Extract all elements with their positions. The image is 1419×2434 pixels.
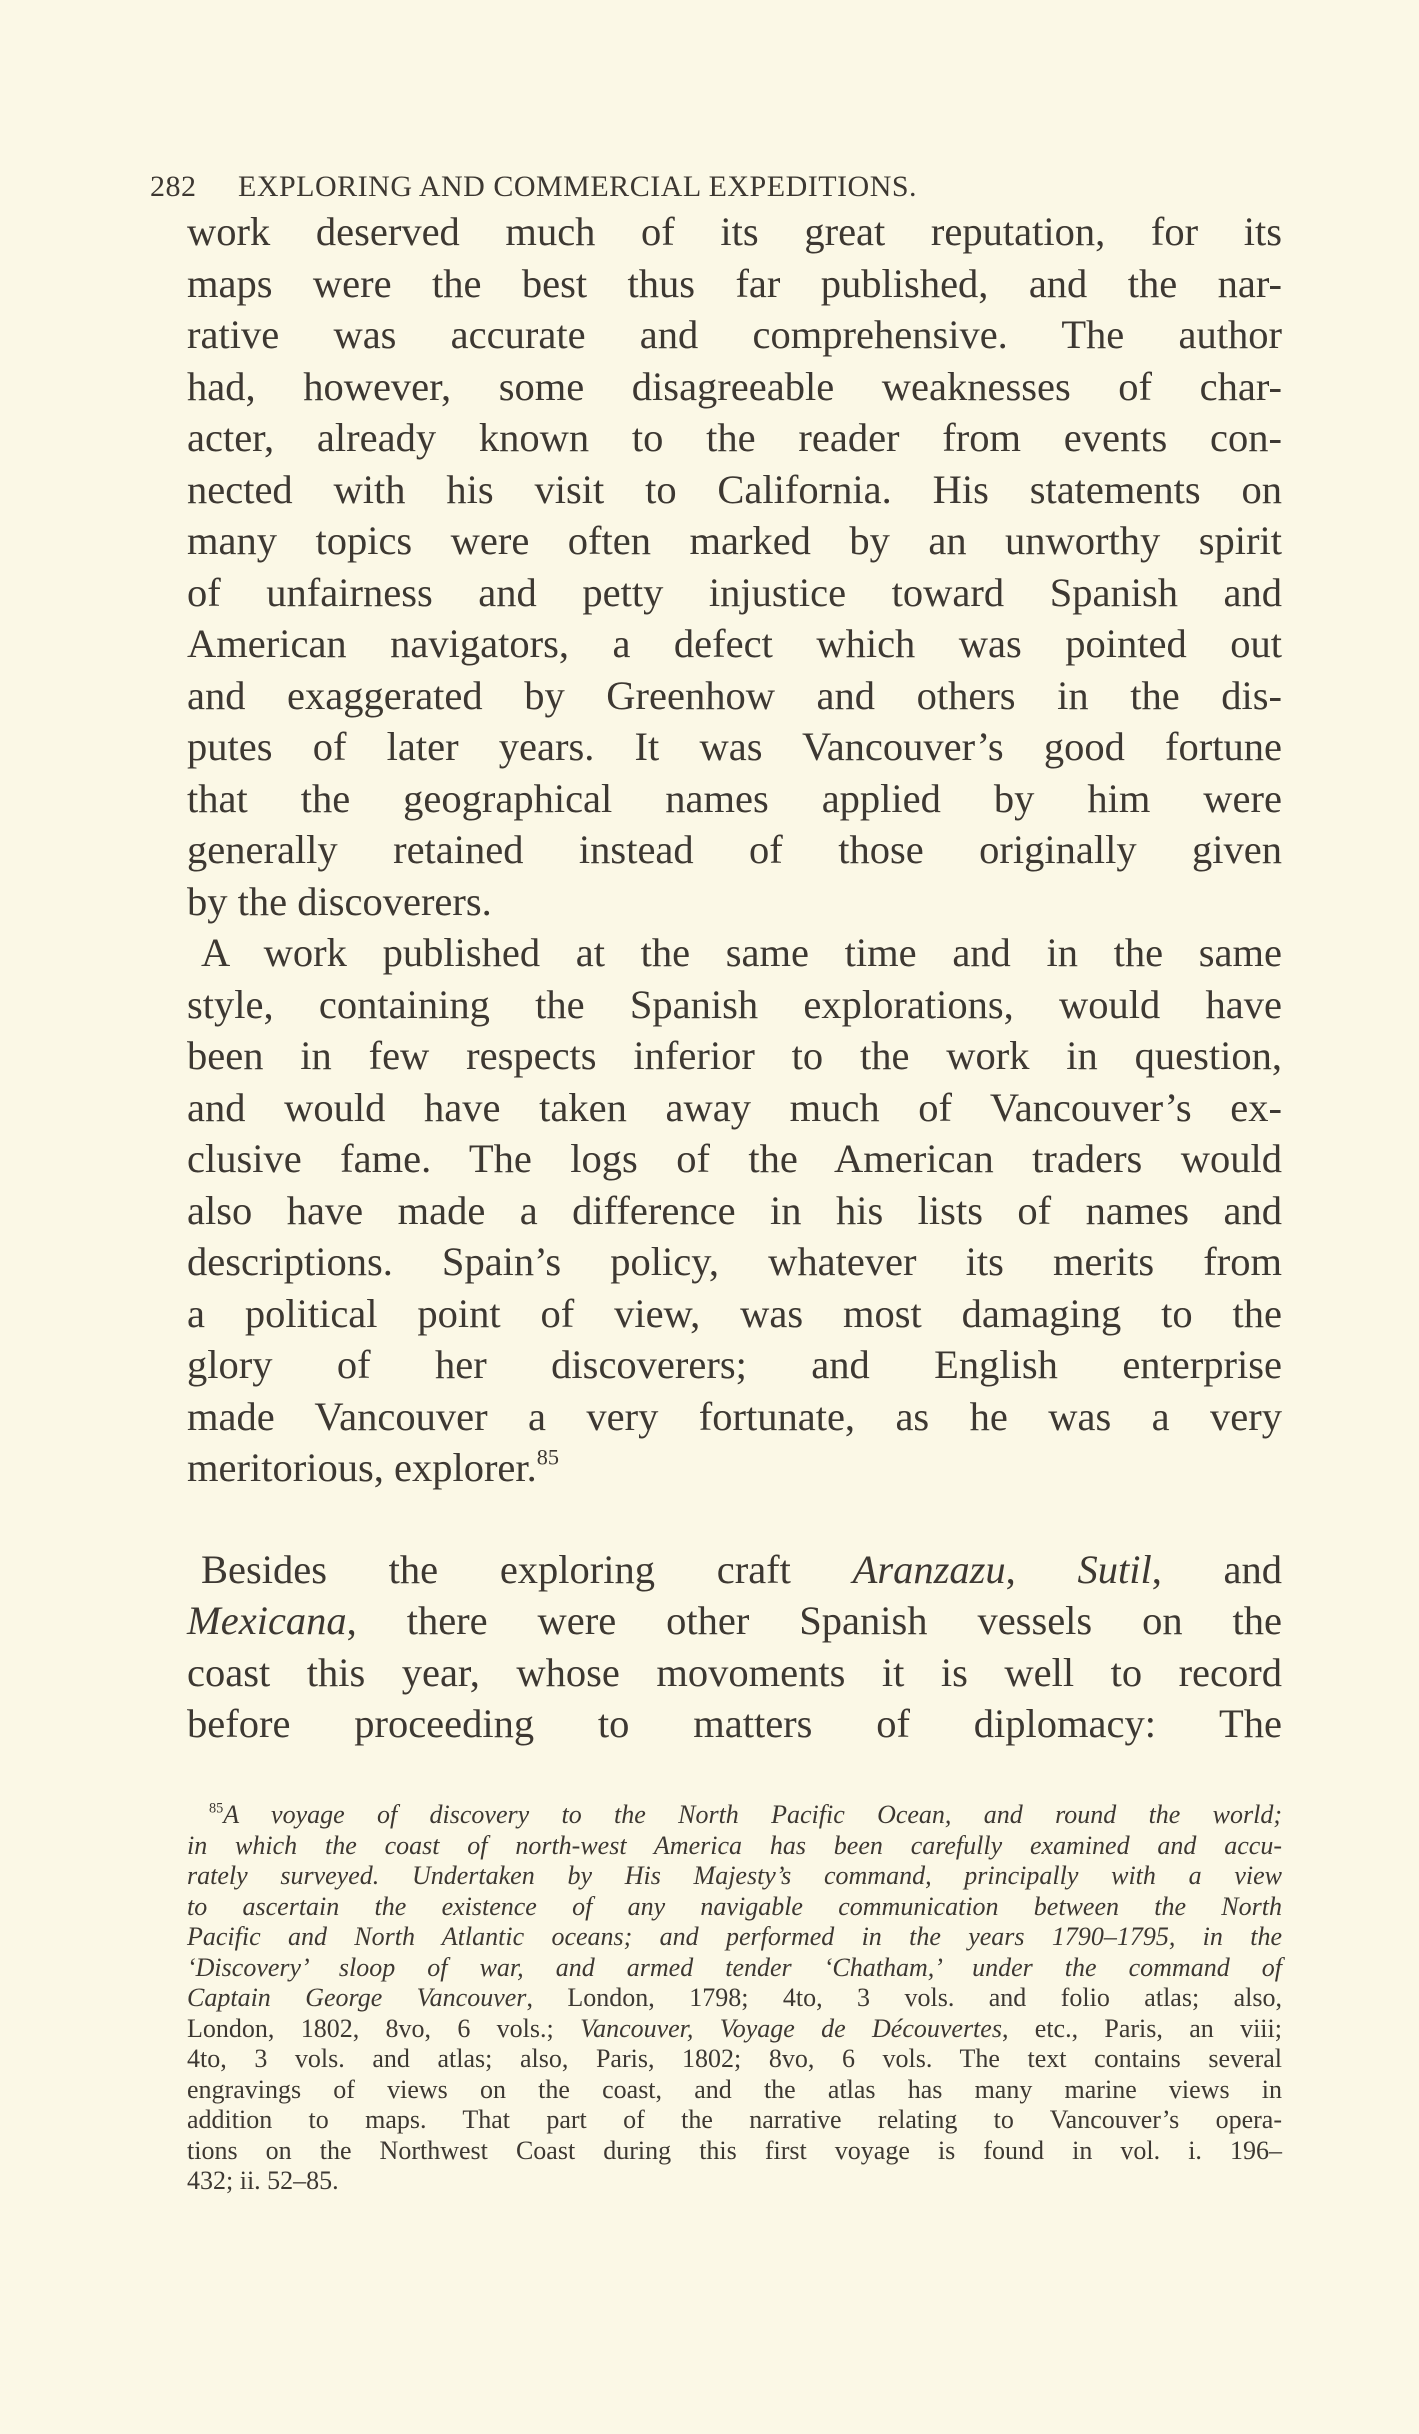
footnote-line [187,1983,1282,2014]
footnote-line [187,1861,1282,1892]
paragraph-2 [187,927,1282,1494]
text-span: London, 1802, 8vo, 6 vols.; [187,2013,581,2043]
text-line: rative was accurate and comprehensive. The author [187,312,1282,357]
text-span: Besides the exploring craft [201,1546,853,1592]
footnote-line: 4to, 3 vols. and atlas; also, Paris, 1802; 8vo, 6 vols. The text contains several [187,2044,1282,2073]
text-span: A voyage of discovery to the North Pacific Ocean, and round the world; [223,1800,1282,1829]
text-span: , etc., Paris, an viii; [1001,2013,1282,2043]
text-line: many topics were often marked by an unworthy spirit [187,518,1282,563]
text-line: been in few respects inferior to the work in question, [187,1033,1282,1078]
text-span: rately surveyed. Undertaken by His Majesty’s command, principally with a view [187,1861,1282,1890]
text-line: also have made a difference in his lists of names and [187,1187,1282,1233]
footnote-number: 85 [209,1800,224,1817]
text-line: clusive fame. The logs of the American traders would [187,1136,1282,1181]
paragraph-3 [187,1544,1282,1750]
text-line: that the geographical names applied by him were [187,775,1282,821]
text-span: Captain George Vancouver [187,1983,527,2012]
text-line: a political point of view, was most damaging to the [187,1290,1282,1336]
text-line: by the discoverers. [187,878,492,924]
text-span: , and [1151,1546,1282,1592]
running-title: EXPLORING AND COMMERCIAL EXPEDITIONS. [238,170,918,203]
text-span: , there were other Spanish vessels on the [346,1598,1282,1643]
text-line: and would have taken away much of Vancouver’s ex- [187,1084,1282,1130]
text-line [187,1544,1282,1596]
text-line: A work published at the same time and in the same [201,930,1282,975]
text-line: generally retained instead of those originally given [187,827,1282,872]
footnote-line [187,1800,1282,1831]
text-span: ‘Discovery’ sloop of war, and armed tender ‘Chatham,’ under the command of [187,1952,1282,1982]
footnote-line [187,1831,1282,1862]
footnote-line [187,2014,1282,2045]
text-line: American navigators, a defect which was pointed out [187,621,1282,666]
footnote-85 [187,1800,1282,2197]
body-text [187,206,1282,1750]
footnote-line: 432; ii. 52–85. [187,2166,339,2195]
text-line [187,1595,1282,1647]
text-line: coast this year, whose movoments it is well to record [187,1649,1282,1695]
footnote-line: engravings of views on the coast, and the atlas has many marine views in [187,2074,1282,2104]
ship-name: Aranzazu [852,1546,1006,1592]
footnote-line [187,1892,1282,1923]
text-span: , London, 1798; 4to, 3 vols. and folio atlas; also, [526,1983,1282,2012]
footnote-line [187,1922,1282,1953]
text-span: in which the coast of north-west America has been carefully examined and accu- [187,1830,1282,1860]
footnote-line: addition to maps. That part of the narrative relating to Vancouver’s opera- [187,2105,1282,2134]
text-span: to ascertain the existence of any navigable communication between the North [187,1891,1282,1921]
text-span: , [1005,1546,1078,1592]
text-line [187,1442,1282,1494]
text-line: before proceeding to matters of diplomacy: The [187,1701,1282,1746]
text-span: Vancouver, Voyage de Découvertes [580,2013,1002,2043]
footnote-line [187,1953,1282,1984]
text-line: glory of her discoverers; and English enterprise [187,1342,1282,1387]
text-line: putes of later years. It was Vancouver’s good fortune [187,724,1282,769]
page-number: 282 [150,170,197,203]
footnote-line: tions on the Northwest Coast during this first voyage is found in vol. i. 196– [187,2135,1282,2165]
text-line: work deserved much of its great reputation, for its [187,209,1282,254]
text-line: descriptions. Spain’s policy, whatever its merits from [187,1239,1282,1284]
ship-name: Sutil [1077,1546,1152,1592]
text-span: Pacific and North Atlantic oceans; and performed in the years 1790–1795, in the [187,1922,1282,1951]
text-line: of unfairness and petty injustice toward Spanish and [187,569,1282,615]
ship-name: Mexicana [187,1598,347,1643]
section-gap [187,1494,1282,1544]
paragraph-1 [187,206,1282,927]
text-line: and exaggerated by Greenhow and others in the dis- [187,672,1282,718]
text-line: maps were the best thus far published, and the nar- [187,260,1282,306]
text-line: acter, already known to the reader from events con- [187,415,1282,460]
text-line: had, however, some disagreeable weaknesses of char- [187,363,1282,409]
text-line: nected with his visit to California. His statements on [187,466,1282,512]
text-line: made Vancouver a very fortunate, as he was a very [187,1393,1282,1439]
footnote-reference[interactable]: 85 [536,1444,560,1470]
text-span: meritorious, explorer. [187,1445,537,1490]
running-header [150,170,1150,204]
text-line: style, containing the Spanish explorations, would have [187,981,1282,1027]
